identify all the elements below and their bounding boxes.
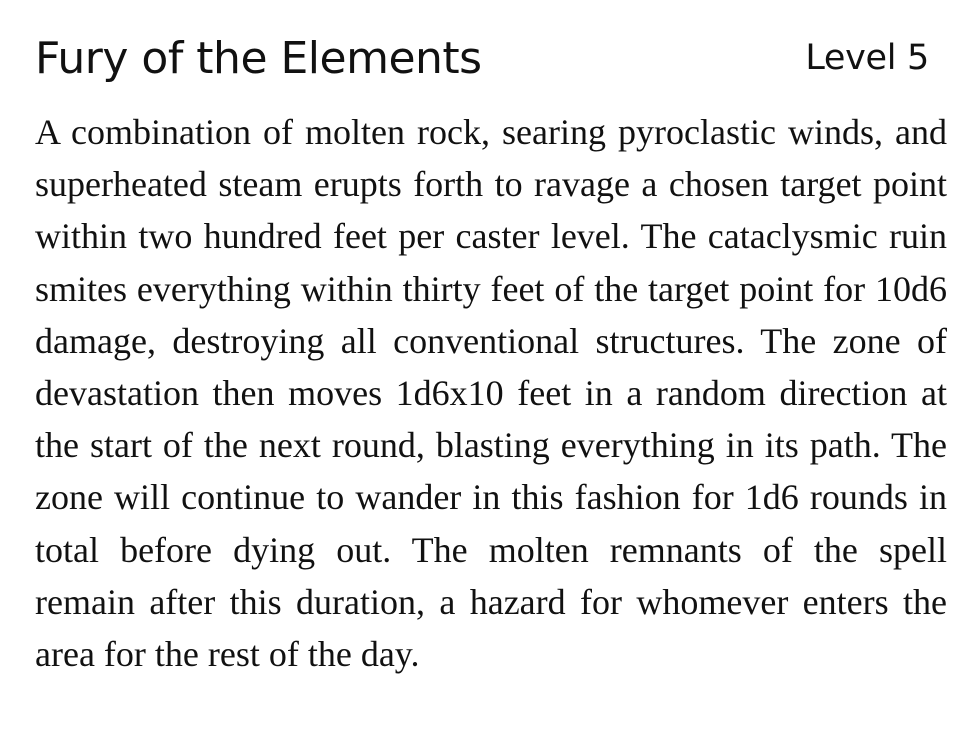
spell-title: Fury of the Elements xyxy=(35,32,482,84)
spell-description: A combination of molten rock, searing pyroclastic winds, and superheated steam erupts forth to ravage a chosen target point within two hundred feet per caster level. The cataclysmic ruin smites everything within thirty feet of the target point for 10d6 damage, destroying all conventional structures. The zone of devastation then moves 1d6x10 feet in a random direction at the start of the next round, blasting everything in its path. The zone will continue to wander in this fashion for 1d6 rounds in total before dying out. The molten remnants of the spell remain after this duration, a hazard for whomever enters the area for the rest of the day. xyxy=(35,112,947,675)
spell-header xyxy=(35,18,929,98)
spell-level: Level 5 xyxy=(805,38,929,78)
